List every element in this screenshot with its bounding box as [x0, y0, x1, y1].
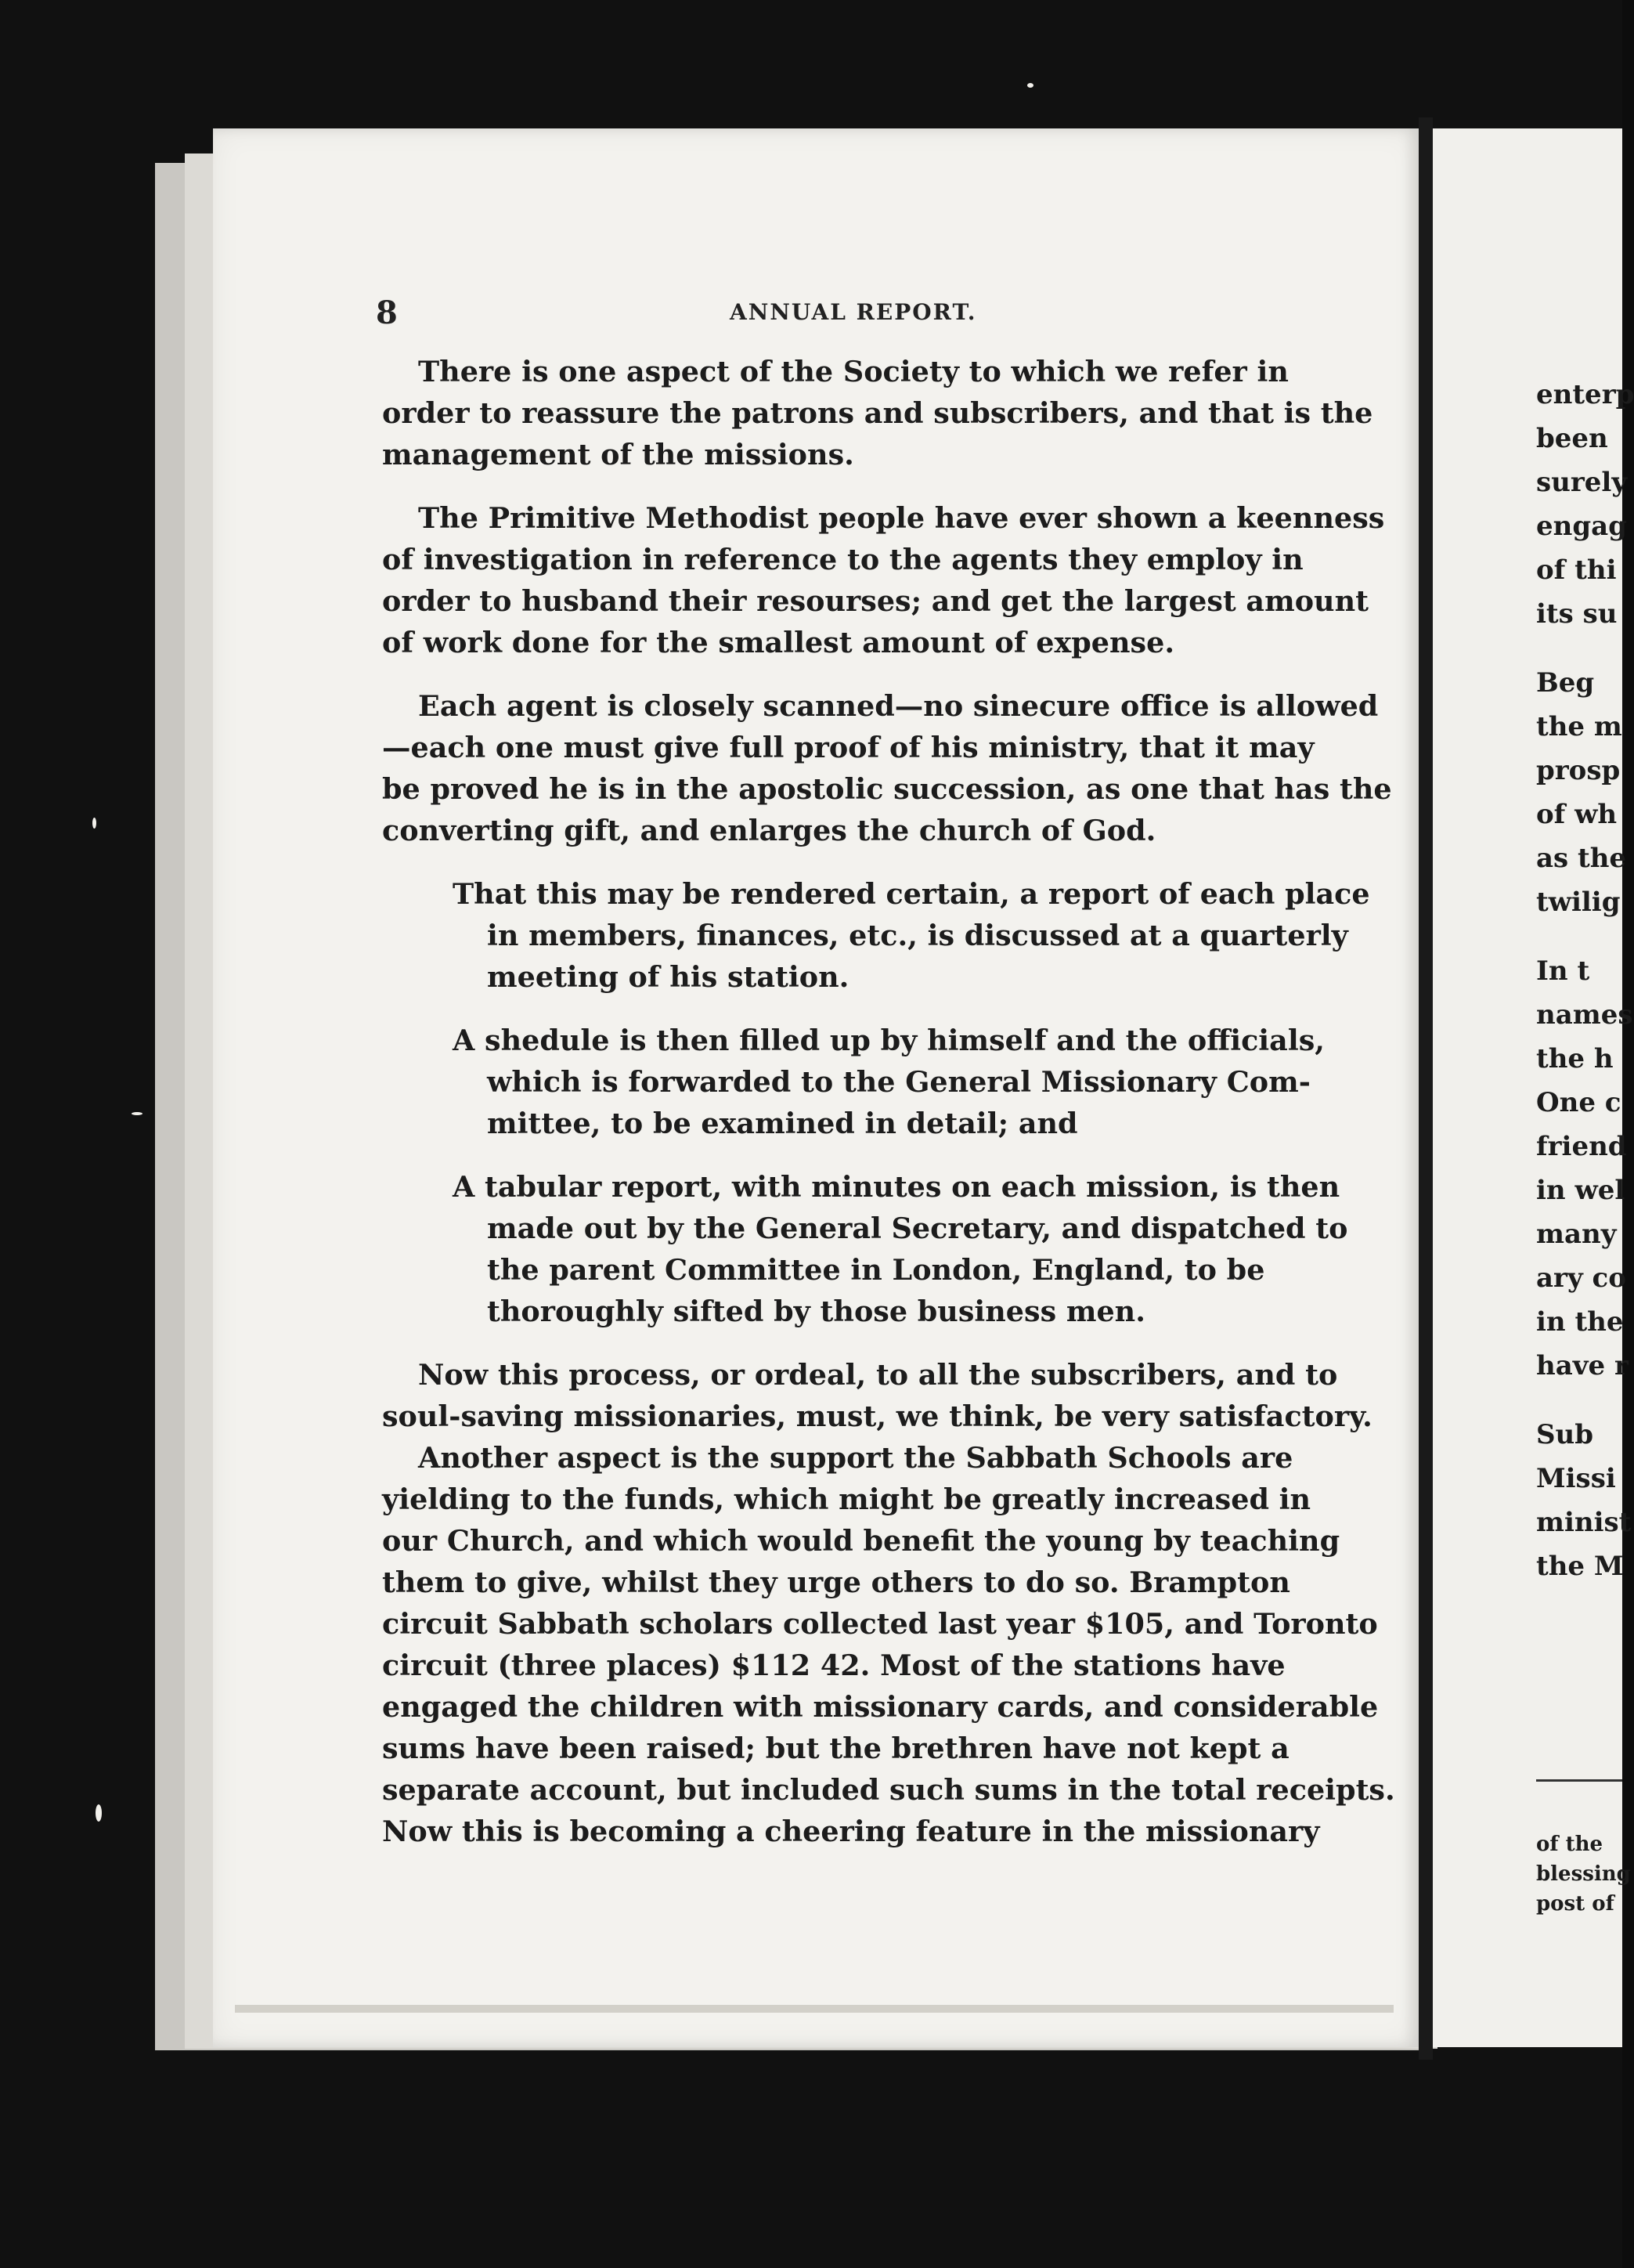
text-line: made out by the General Secretary, and dispatched to: [487, 1212, 1348, 1245]
facing-text-line: its su: [1536, 598, 1618, 630]
paragraph-gap: [382, 1332, 1318, 1354]
facing-text-line: In t: [1536, 955, 1590, 987]
facing-text-line: One c: [1536, 1087, 1621, 1118]
paragraph-gap: [382, 1144, 1318, 1166]
facing-text-line: the m: [1536, 711, 1622, 742]
text-line: of investigation in reference to the agents they employ in: [382, 543, 1304, 576]
text-line: in members, finances, etc., is discussed at a quarterly: [487, 919, 1348, 952]
text-line: There is one aspect of the Society to which we refer in: [418, 355, 1289, 388]
text-line: meeting of his station.: [487, 960, 849, 994]
text-line: separate account, but included such sums in the total receipts.: [382, 1773, 1395, 1807]
page-number: 8: [376, 294, 398, 331]
text-line: Each agent is closely scanned—no sinecure office is allowed: [418, 689, 1379, 723]
text-line: sums have been raised; but the brethren have not kept a: [382, 1732, 1290, 1765]
text-line: management of the missions.: [382, 438, 854, 471]
footnote-rule: [1536, 1779, 1622, 1782]
text-line: Another aspect is the support the Sabbath Schools are: [418, 1441, 1293, 1475]
paragraph-gap: [1536, 1388, 1634, 1413]
paragraph-gap: [1536, 924, 1634, 949]
facing-text-line: ary co: [1536, 1262, 1626, 1294]
facing-text-line: Missi: [1536, 1463, 1616, 1494]
text-line: which is forwarded to the General Missionary Com-: [487, 1065, 1311, 1099]
footnote-line: of the: [1536, 1833, 1603, 1856]
text-line: soul-saving missionaries, must, we think, be very satisfactory.: [382, 1399, 1372, 1433]
text-line: our Church, and which would benefit the young by teaching: [382, 1524, 1340, 1558]
facing-page-footnote: [1536, 1829, 1631, 1919]
text-line: be proved he is in the apostolic succession, as one that has the: [382, 772, 1392, 806]
page-bottom-edge: [235, 2005, 1394, 2013]
text-line: of work done for the smallest amount of expense.: [382, 626, 1175, 659]
text-line: engaged the children with missionary cards, and considerable: [382, 1690, 1379, 1724]
facing-text-line: of wh: [1536, 799, 1618, 830]
facing-text-line: in wel: [1536, 1175, 1625, 1206]
text-line: mittee, to be examined in detail; and: [487, 1107, 1078, 1140]
facing-text-line: in the: [1536, 1306, 1624, 1338]
page-gutter: [1419, 117, 1433, 2060]
paragraph-gap: [1536, 636, 1634, 661]
facing-text-line: many: [1536, 1219, 1617, 1250]
text-line: A shedule is then filled up by himself and the officials,: [453, 1024, 1325, 1057]
text-line: them to give, whilst they urge others to do so. Brampton: [382, 1566, 1290, 1599]
text-line: order to husband their resourses; and get the largest amount: [382, 584, 1369, 618]
dust-speck: [132, 1112, 142, 1115]
facing-text-line: the h: [1536, 1043, 1614, 1074]
text-line: Now this process, or ordeal, to all the subscribers, and to: [418, 1358, 1338, 1392]
dust-speck: [92, 818, 96, 829]
facing-text-line: have r: [1536, 1350, 1629, 1381]
paragraph-gap: [382, 998, 1318, 1020]
text-line: A tabular report, with minutes on each mission, is then: [453, 1170, 1340, 1204]
text-line: That this may be rendered certain, a report of each place: [453, 877, 1370, 911]
text-line: circuit (three places) $112 42. Most of the stations have: [382, 1649, 1286, 1682]
facing-text-line: engag: [1536, 511, 1627, 542]
text-line: —each one must give full proof of his ministry, that it may: [382, 731, 1315, 764]
facing-text-line: surely: [1536, 467, 1628, 498]
dust-speck: [96, 1804, 102, 1822]
facing-text-line: prosp: [1536, 755, 1621, 786]
text-line: yielding to the funds, which might be greatly increased in: [382, 1483, 1311, 1516]
page-body-text: [382, 351, 1395, 1852]
facing-text-line: as the: [1536, 843, 1627, 874]
facing-text-line: Sub: [1536, 1419, 1594, 1450]
text-line: circuit Sabbath scholars collected last year $105, and Toronto: [382, 1607, 1378, 1641]
facing-text-line: the M: [1536, 1551, 1624, 1582]
facing-text-line: Beg: [1536, 667, 1595, 699]
facing-text-line: twilig: [1536, 887, 1621, 918]
facing-text-line: of thi: [1536, 554, 1617, 586]
footnote-line: blessing: [1536, 1862, 1631, 1886]
facing-page-text: [1536, 373, 1634, 1588]
paragraph-gap: [382, 475, 1318, 497]
page-header: [376, 294, 1315, 331]
text-line: The Primitive Methodist people have ever shown a keenness: [418, 501, 1385, 535]
text-line: the parent Committee in London, England, to be: [487, 1253, 1265, 1287]
text-line: Now this is becoming a cheering feature in the missionary: [382, 1815, 1320, 1848]
running-head: ANNUAL REPORT.: [730, 299, 977, 325]
facing-text-line: been: [1536, 423, 1608, 454]
paragraph-gap: [382, 663, 1318, 685]
facing-text-line: friend: [1536, 1131, 1627, 1162]
facing-text-line: names: [1536, 999, 1633, 1031]
paragraph-gap: [382, 851, 1318, 873]
facing-text-line: minist: [1536, 1507, 1632, 1538]
text-line: thoroughly sifted by those business men.: [487, 1295, 1145, 1328]
footnote-line: post of: [1536, 1892, 1614, 1916]
text-line: order to reassure the patrons and subscribers, and that is the: [382, 396, 1373, 430]
text-line: converting gift, and enlarges the church of God.: [382, 814, 1156, 847]
dust-speck: [1027, 83, 1033, 88]
facing-text-line: enterp: [1536, 379, 1634, 410]
